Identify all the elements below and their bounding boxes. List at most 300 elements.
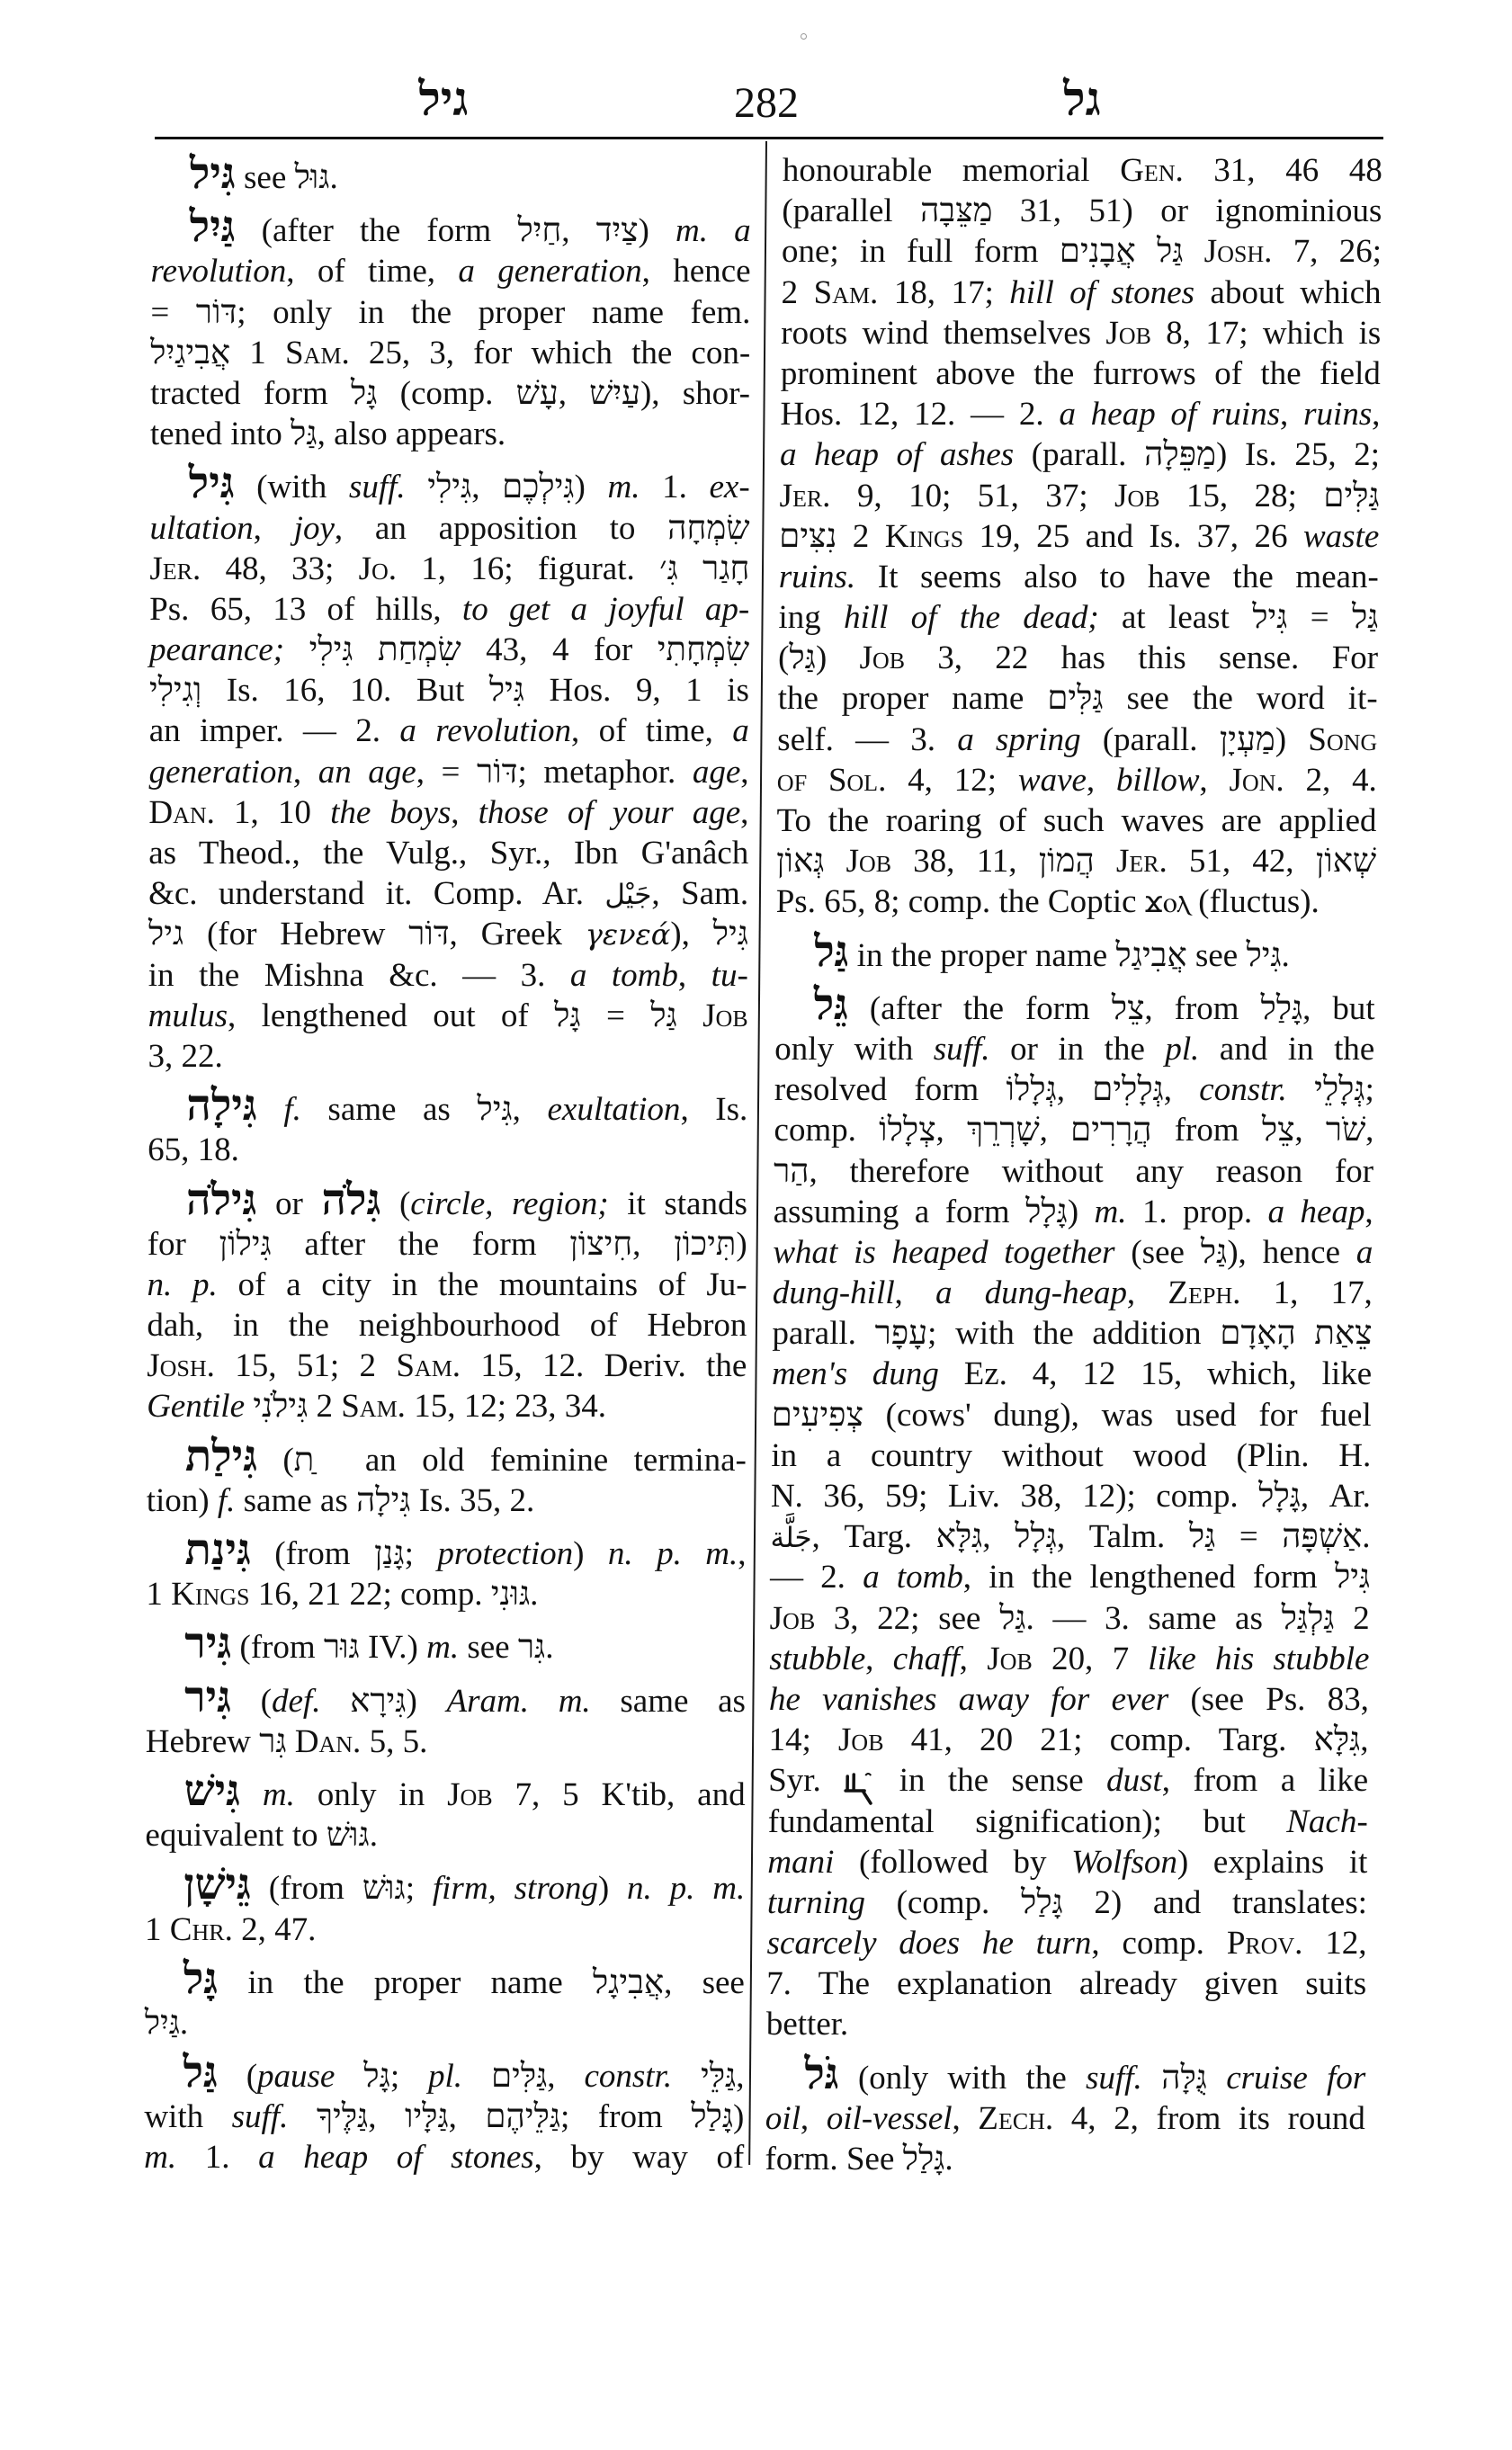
small-caps-reference: Job [1114, 477, 1160, 514]
hebrew-text: גְּלָלֵי [1313, 1071, 1365, 1109]
text-line: גֹּל (only with the suff. גֻּלָּה cruise for [804, 2050, 1366, 2098]
italic-text: suff. [348, 469, 406, 506]
small-caps-reference: Sam. [396, 1347, 461, 1385]
text-line: גִּילֹה or גִּלֹה (circle, region; it stands [185, 1176, 747, 1224]
dictionary-entry [145, 1766, 746, 1855]
italic-text: tu- [711, 956, 748, 994]
hebrew-text: גַּלֵּיהֶם [485, 2098, 561, 2136]
text-line: Syr. in the sense dust, from a like [768, 1760, 1368, 1801]
hebrew-text: גִּיל [712, 916, 749, 953]
text-line: גִּילַת ( ַת an old feminine termina- [184, 1432, 747, 1480]
right-column [765, 150, 1382, 2179]
hebrew-text: גָּל [350, 374, 378, 412]
text-line: prominent above the furrows of the field [780, 354, 1382, 392]
italic-text: f. [283, 1091, 301, 1129]
text-line: resolved form גְּלָלוֹ, גְּלָלִים, constr. גְּלָלֵי; [774, 1071, 1375, 1109]
italic-text: protection [437, 1535, 574, 1572]
small-caps-reference: Zeph. [1168, 1274, 1241, 1312]
small-caps-reference: Prov. [1226, 1925, 1303, 1963]
italic-text: a heap of ruins [1059, 396, 1281, 434]
headword: גִּישׁ [183, 1766, 241, 1815]
italic-text: m. [1094, 1193, 1127, 1230]
page-mark-dot [801, 33, 807, 40]
headword: גֹּל [804, 2050, 839, 2098]
small-caps-reference: Job [987, 1640, 1033, 1677]
text-line: scarcely does he turn, comp. Prov. 12, [766, 1925, 1367, 1963]
hebrew-text: שִׂמְחַת גִּילִי [309, 631, 461, 669]
hebrew-text: גַּל [650, 997, 677, 1034]
italic-text: an age [318, 753, 416, 791]
italic-text: wave [1017, 761, 1087, 799]
text-line: ruins. It seems also to have the mean- [778, 558, 1380, 595]
text-line: honourable memorial Gen. 31, 46 48 [782, 152, 1382, 189]
text-line: Job 3, 22; see גַּל. — 3. same as גַּלְגַּל 2 [769, 1599, 1370, 1637]
hebrew-text: גּוּנִי [490, 1576, 531, 1614]
small-caps-reference: Sam. [813, 273, 879, 311]
italic-text: circle, region; [410, 1185, 609, 1222]
text-line: Ps. 65, 8; comp. the Coptic ϫⲟⲗ (fluctus). [775, 883, 1320, 921]
italic-text: pearance; [148, 631, 285, 669]
italic-text: Nach- [1286, 1802, 1368, 1840]
running-head-left: גיל [418, 75, 469, 126]
hebrew-text: גַּלִּים [1323, 477, 1380, 514]
dictionary-entry [765, 2050, 1366, 2180]
italic-text: constr. [1199, 1071, 1288, 1109]
headword: גִּלֹה [321, 1176, 381, 1224]
small-caps-reference: Job [702, 997, 748, 1034]
hebrew-text: גַּלְגַּל [1281, 1599, 1335, 1637]
italic-text: to get a joyful ap- [461, 590, 750, 628]
text-line: הַר, therefore without any reason for [773, 1152, 1374, 1190]
hebrew-text: גָּנַן [373, 1535, 405, 1572]
dictionary-entry [146, 1526, 747, 1614]
small-caps-reference: Jon. [1229, 761, 1284, 799]
hebrew-text: גְּלָל [1014, 1518, 1058, 1556]
headword: גַּל [813, 927, 849, 976]
hebrew-text: ַת [293, 1441, 340, 1479]
text-line: גִּינַת (from גָּנַן; protection) n. p. m., [184, 1526, 747, 1574]
text-line: tened into גַּל, also appears. [149, 416, 506, 453]
hebrew-text: גָּלַל [1260, 989, 1303, 1027]
syriac-word-icon [844, 1762, 876, 1799]
small-caps-reference: Job [859, 639, 906, 677]
hebrew-text: גַּלֶּיךָ [316, 2098, 369, 2136]
small-caps-reference: Sam. [284, 334, 350, 371]
hebrew-text: מַפֵּלָה [1143, 436, 1217, 474]
text-line: גַּיִל (after the form חַיִל, צַיִד) m. a [189, 203, 751, 252]
text-line: — 2. a tomb, in the lengthened form גִּיל [769, 1559, 1371, 1596]
small-caps-reference: Josh. [147, 1347, 216, 1385]
text-line: 65, 18. [148, 1131, 239, 1169]
dictionary-entry [145, 1673, 747, 1762]
text-line: 2 Sam. 18, 17; hill of stones about which [781, 273, 1382, 311]
hebrew-text: שְׁאוֹן [1315, 843, 1377, 881]
italic-text: suff. [933, 1030, 990, 1068]
hebrew-text: הֲמוֹן [1038, 843, 1095, 881]
hebrew-text: גָּל [363, 2058, 390, 2096]
text-line: parall. עָפָר; with the addition צֵאַת הָאָדָם [772, 1315, 1373, 1353]
italic-text: a heap of ashes [779, 436, 1015, 474]
hebrew-text: גַּיִל [144, 2004, 181, 2042]
small-caps-reference: Job [769, 1599, 816, 1637]
text-line: generation, an age, = דּוֹר; metaphor. age, [148, 753, 749, 791]
hebrew-text: גַּל [789, 639, 817, 677]
hebrew-text: גַּל [291, 416, 318, 453]
small-caps-reference: Kings [884, 517, 964, 555]
dictionary-entry [147, 1176, 747, 1427]
text-line: 1 Kings 16, 21 22; comp. גּוּנִי. [146, 1576, 539, 1614]
text-line: m. 1. a heap of stones, by way of [144, 2139, 745, 2177]
hebrew-text: וְגִילִי [148, 672, 202, 710]
text-line: Gentile גִּילֹנִי 2 Sam. 15, 12; 23, 34. [147, 1388, 607, 1426]
hebrew-text: שֹׁר [1325, 1112, 1366, 1149]
small-caps-reference: Job [845, 843, 892, 881]
hebrew-text: גִּלָּא [1313, 1721, 1361, 1759]
hebrew-text: גִּר [259, 1722, 287, 1760]
hebrew-text: דּוֹר [408, 916, 450, 953]
italic-text: cruise for [1226, 2059, 1366, 2097]
text-line: in the Mishna &c. — 3. a tomb, tu- [148, 956, 748, 994]
hebrew-text: גִּיל [1246, 936, 1282, 974]
hebrew-text: הַר [773, 1152, 810, 1190]
hebrew-text: גְּלָלוֹ [1006, 1071, 1057, 1109]
dictionary-entry [775, 927, 1375, 976]
hebrew-text: אַשְׁפָּה [1282, 1518, 1363, 1556]
small-caps-reference: Jo. [358, 550, 398, 587]
hebrew-text: גִּירָא [350, 1682, 407, 1720]
hebrew-text: גִּלָּא [935, 1518, 983, 1556]
italic-text: hill of the dead; [843, 599, 1099, 637]
text-line: in a country without wood (Plin. H. [771, 1436, 1372, 1474]
italic-text: oil [765, 2099, 801, 2137]
dictionary-entry [146, 1432, 747, 1521]
text-line: for גִּילוֹן after the form חִיצוֹן, תִּיכוֹן) [147, 1225, 747, 1263]
text-line: גֵּישָׁן (from גּוּשׁ; firm, strong) n. p. m. [183, 1861, 746, 1909]
italic-text: pause [256, 2058, 336, 2096]
small-caps-reference: Jer. [1115, 843, 1168, 881]
text-line: גִּיל see גּוּל. [189, 150, 338, 198]
text-line: Josh. 15, 51; 2 Sam. 15, 12. Deriv. the [147, 1347, 747, 1385]
text-line: ultation, joy, an apposition to שִׂמְחָה [149, 509, 750, 547]
italic-text: mani [767, 1843, 835, 1881]
headword: גֵּישָׁן [183, 1861, 252, 1909]
hebrew-text: חָגַר גִּ׳ [658, 550, 750, 587]
column-divider [748, 141, 767, 2165]
headword: גַּל [183, 2049, 218, 2097]
hebrew-text: אֲבִיגָל [592, 1963, 665, 2001]
entry-continuation [776, 150, 1382, 923]
hebrew-text: גָּלַל [691, 2098, 734, 2136]
hebrew-text: נִצִּים [779, 517, 837, 555]
italic-text: a [1355, 1233, 1373, 1271]
hebrew-text: גָּלָל [1257, 1478, 1302, 1515]
hebrew-text: עָפָר [874, 1315, 928, 1353]
text-line: mulus, lengthened out of גָּל = גַּל Job [148, 997, 748, 1034]
text-line: tion) f. same as גִּילָה Is. 35, 2. [146, 1481, 535, 1519]
italic-text: ruins. [778, 558, 856, 595]
coptic-text: ϫⲟⲗ [1144, 885, 1191, 920]
italic-text: Wolfson [1070, 1843, 1178, 1881]
italic-text: stubble [769, 1640, 866, 1677]
small-caps-reference: Jer. [779, 477, 831, 514]
text-line: mani (followed by Wolfson) explains it [767, 1843, 1368, 1881]
hebrew-text: גַּל [1200, 1233, 1228, 1271]
hebrew-text: גִּיל [488, 672, 525, 710]
hebrew-text: גּוּר [323, 1629, 360, 1667]
text-line: n. p. of a city in the mountains of Ju- [147, 1265, 747, 1303]
italic-text: m. [607, 469, 640, 506]
hebrew-text: גִּיל [1334, 1559, 1371, 1596]
hebrew-text: גְּאוֹן [775, 843, 825, 881]
italic-text: mulus [148, 997, 228, 1034]
small-caps-reference: of Sol. [776, 761, 887, 799]
italic-text: a tomb [569, 956, 679, 994]
hebrew-text: גִּיל [1251, 599, 1288, 637]
hebrew-text: גַּל [1351, 599, 1379, 637]
text-line: with suff. גַּלֶּיךָ, גַּלָּיו, גַּלֵּיהֶם; from גָּלַל) [144, 2098, 745, 2136]
hebrew-text: גִּילָה [355, 1481, 411, 1519]
text-line: גיל (for Hebrew דּוֹר, Greek γενεά), גִּיל [148, 916, 749, 953]
text-line: N. 36, 59; Liv. 38, 12); comp. גָּלָל, Ar. [770, 1478, 1372, 1515]
hebrew-text: גֻּלָּה [1160, 2059, 1208, 2097]
small-caps-reference: Job [447, 1775, 493, 1813]
headword: גֵּל [813, 980, 849, 1029]
text-line: comp. צְלָלוֹ, שָׁרְרֵךְ, הֲרָרִים from צֵל, שֹׁר, [774, 1112, 1374, 1149]
headword: גִּילָה [186, 1082, 257, 1131]
hebrew-text: גיל [148, 916, 184, 953]
text-line: oil, oil-vessel, Zech. 4, 2, from its round [765, 2099, 1366, 2137]
text-line: only with suff. or in the pl. and in the [774, 1030, 1375, 1068]
text-line: גַּל in the proper name אֲבִיגַל see גִּיל. [813, 927, 1291, 976]
text-line: Hebrew גִּר Dan. 5, 5. [145, 1722, 428, 1760]
text-line: Hos. 12, 12. — 2. a heap of ruins, ruins, [780, 396, 1381, 434]
text-line: the proper name גַּלִּים see the word it- [777, 680, 1378, 718]
italic-text: he vanishes away for ever [768, 1680, 1169, 1718]
italic-text: m. [426, 1629, 460, 1667]
text-line: tracted form גָּל (comp. עָשׁ, עַיִשׁ), shor- [149, 374, 751, 412]
italic-text: ruins [1302, 396, 1373, 434]
italic-text: ultation [149, 509, 254, 547]
arabic-text: جَلَّة [770, 1522, 812, 1555]
hebrew-text: צֵאַת הָאָדָם [1220, 1315, 1373, 1353]
text-line: גְּאוֹן Job 38, 11, הֲמוֹן Jer. 51, 42, שְׁאוֹן [775, 843, 1377, 881]
arabic-text: جَيْل [604, 879, 652, 912]
hebrew-text: גָּל [554, 997, 581, 1034]
italic-text: generation [148, 753, 293, 791]
text-line: turning (comp. גָּלַל 2) and translates: [766, 1883, 1368, 1921]
small-caps-reference: Gen. [1120, 152, 1185, 189]
small-caps-reference: Dan. [148, 793, 216, 831]
italic-text: n. p. m. [627, 1870, 746, 1908]
small-caps-reference: Sam. [341, 1388, 407, 1426]
text-line: dah, in the neighbourhood of Hebron [147, 1307, 747, 1345]
hebrew-text: אֲבִיגַיִל [150, 334, 231, 371]
text-line: נִצִּים 2 Kings 19, 25 and Is. 37, 26 waste [779, 517, 1380, 555]
text-line: an imper. — 2. a revolution, of time, a [148, 712, 749, 750]
left-column [144, 150, 751, 2178]
italic-text: suff. [231, 2098, 289, 2136]
hebrew-text: צַיִד [595, 212, 639, 250]
dictionary-entry [149, 203, 751, 454]
hebrew-text: הֲרָרִים [1069, 1112, 1152, 1149]
text-line: better. [765, 2006, 849, 2043]
hebrew-text: מַעְיָן [1219, 720, 1276, 758]
small-caps-reference: Zech. [978, 2099, 1054, 2137]
italic-text: men's dung [771, 1355, 940, 1393]
hebrew-text: גַּל אֲבָנִים [1059, 233, 1184, 271]
text-line: revolution, of time, a generation, hence [150, 253, 751, 291]
italic-text: oil-vessel [826, 2099, 953, 2137]
text-line: (parallel מַצֵּבָה 31, 51) or ignominious [782, 192, 1382, 230]
italic-text: a [732, 712, 749, 750]
italic-text: a heap [1267, 1193, 1365, 1230]
italic-text: hill of stones [1009, 273, 1195, 311]
text-line: גַּיִל. [144, 2004, 189, 2042]
text-line: אֲבִיגַיִל 1 Sam. 25, 3, for which the con- [150, 334, 751, 371]
dictionary-entry [148, 1082, 748, 1170]
text-line: as Theod., the Vulg., Syr., Ibn G'anâch [148, 835, 749, 872]
hebrew-text: חַיִל [517, 212, 562, 250]
headword: גַּיִל [189, 203, 236, 252]
italic-text: revolution [150, 253, 287, 291]
text-line: גִּיר (def. גִּירָא) Aram. m. same as [183, 1673, 747, 1721]
text-line: he vanishes away for ever (see Ps. 83, [768, 1680, 1370, 1718]
italic-text: def. [271, 1682, 321, 1720]
hebrew-text: צֵל [1111, 989, 1145, 1027]
small-caps-reference: Jer. [149, 550, 201, 587]
text-line: גִּישׁ m. only in Job 7, 5 K'tib, and [183, 1766, 746, 1815]
hebrew-text: אֲבִיגַל [1115, 936, 1187, 974]
dictionary-entry [145, 1861, 746, 1949]
hebrew-text: גְּלָלִים [1092, 1071, 1165, 1109]
hebrew-text: צְפִיעִים [771, 1396, 864, 1434]
text-line: (גַּל) Job 3, 22 has this sense. For [777, 639, 1379, 677]
italic-text: pl. [427, 2058, 463, 2096]
small-caps-reference: Job [1105, 314, 1152, 352]
italic-text: chaff [892, 1640, 960, 1677]
italic-text: joy [293, 509, 335, 547]
text-line: To the roaring of such waves are applied [776, 802, 1377, 839]
text-line: pearance; שִׂמְחַת גִּילִי 43, 4 for שִׂמְחָתִי [148, 631, 750, 669]
hebrew-text: גִּיל [477, 1091, 513, 1129]
italic-text: dung-hill [772, 1274, 895, 1312]
italic-text: turning [766, 1883, 866, 1921]
italic-text: dust [1105, 1762, 1162, 1800]
italic-text: pl. [1165, 1030, 1200, 1068]
hebrew-text: גּוּשׁ [362, 1870, 406, 1908]
headword: גִּיר [183, 1673, 232, 1721]
text-line: גַּל (pause גָּל; pl. גַּלִּים, constr. גַּלֵּי, [183, 2049, 745, 2097]
headword: גִּילַת [184, 1432, 258, 1480]
italic-text: n. p. [147, 1265, 218, 1303]
hebrew-text: גִּילוֹן [219, 1225, 272, 1263]
hebrew-text: גַּל [998, 1599, 1026, 1637]
small-caps-reference: Song [1308, 720, 1378, 758]
hebrew-text: צְלָלוֹ [878, 1112, 936, 1149]
hebrew-text: גָּלַל [902, 2141, 945, 2177]
italic-text: a generation [458, 253, 642, 291]
hebrew-text: צֵל [1261, 1112, 1295, 1149]
text-line: assuming a form גָּלָל) m. 1. prop. a heap, [773, 1193, 1373, 1230]
text-line: גִּיל (with suff. גִּילִי, גִּילְכֶם) m. 1. ex- [188, 460, 750, 508]
italic-text: a tomb [862, 1559, 963, 1596]
text-line: self. — 3. a spring (parall. מַעְיָן) Song [777, 720, 1378, 758]
italic-text: firm, strong [432, 1870, 598, 1908]
text-line: גָּל in the proper name אֲבִיגָל, see [183, 1954, 745, 2003]
hebrew-text: גַּלֵּי [700, 2058, 737, 2096]
text-line: &c. understand it. Comp. Ar. جَيْل, Sam. [148, 875, 749, 913]
text-line: גִּילָה f. same as גִּיל, exultation, Is. [186, 1082, 748, 1131]
text-line: ing hill of the dead; at least גִּיל = גַּל [778, 599, 1379, 637]
hebrew-text: עַיִשׁ [589, 374, 641, 412]
greek-text: γενεά [585, 917, 671, 952]
text-line: Dan. 1, 10 the boys, those of your age, [148, 793, 749, 831]
page-number: 282 [734, 79, 799, 127]
text-line: one; in full form גַּל אֲבָנִים Josh. 7, 26; [781, 233, 1382, 271]
hebrew-text: גַּלָּיו [404, 2098, 449, 2136]
hebrew-text: שִׂמְחָה [667, 509, 750, 547]
hebrew-text: דּוֹר [195, 293, 237, 331]
hebrew-text: גִּילֹנִי [253, 1388, 309, 1426]
italic-text: suff. [1085, 2059, 1142, 2097]
italic-text: f. [217, 1481, 236, 1519]
text-line: צְפִיעִים (cows' dung), was used for fuel [771, 1396, 1372, 1434]
text-line: men's dung Ez. 4, 12 15, which, like [771, 1355, 1373, 1393]
text-line: stubble, chaff, Job 20, 7 like his stubble [769, 1640, 1370, 1677]
hebrew-text: גָּלָל [1024, 1193, 1069, 1230]
text-line: 7. The explanation already given suits [766, 1965, 1367, 2003]
dictionary-entry [144, 1954, 745, 2043]
hebrew-text: גִּילִי [427, 469, 472, 506]
hebrew-text: גָּלַל [1020, 1883, 1064, 1921]
hebrew-text: גַּלִּים [1047, 680, 1104, 718]
dictionary-entry [765, 980, 1375, 2045]
text-line: Jer. 48, 33; Jo. 1, 16; figurat. חָגַר גִּ׳ [149, 550, 750, 587]
text-line: 3, 22. [148, 1037, 223, 1075]
italic-text: what is heaped together [773, 1233, 1115, 1271]
text-line: form. See גָּלַל. [765, 2141, 953, 2177]
header-rule [155, 137, 1383, 139]
text-line: Ps. 65, 13 of hills, to get a joyful ap- [149, 590, 750, 628]
dictionary-entry [151, 150, 751, 198]
text-line: dung-hill, a dung-heap, Zeph. 1, 17, [772, 1274, 1373, 1312]
italic-text: age [692, 753, 741, 791]
text-line: جَلَّة, Targ. גִּלָּא, גְּלָל, Talm. גַּל = אַשְׁפָּה. [770, 1518, 1371, 1556]
hebrew-text: גַּל [1188, 1518, 1216, 1556]
running-head-right: גל [1063, 75, 1101, 126]
italic-text: a spring [957, 720, 1081, 758]
italic-text: m. [262, 1775, 295, 1813]
italic-text: billow [1115, 761, 1200, 799]
headword: גִּילֹה [185, 1176, 257, 1224]
hebrew-text: שִׂמְחָתִי [657, 631, 750, 669]
italic-text: constr. [584, 2058, 673, 2096]
text-line: fundamental signification); but Nach- [767, 1802, 1368, 1840]
hebrew-text: גּוּשׁ [326, 1817, 370, 1855]
headword: גִּינַת [184, 1526, 251, 1574]
headword: גִּיל [189, 150, 236, 198]
italic-text: m. [144, 2139, 177, 2177]
italic-text: a dung-heap [935, 1274, 1128, 1312]
italic-text: ex- [709, 469, 750, 506]
text-line: of Sol. 4, 12; wave, billow, Jon. 2, 4. [776, 761, 1378, 799]
small-caps-reference: Kings [171, 1576, 250, 1614]
dictionary-entry [144, 2049, 745, 2178]
hebrew-text: חִיצוֹן [569, 1225, 633, 1263]
hebrew-text: גַּלִּים [490, 2058, 548, 2096]
text-line: גֵּל (after the form צֵל, from גָּלַל, but [813, 980, 1375, 1029]
text-line: = דּוֹר; only in the proper name fem. [150, 293, 751, 331]
